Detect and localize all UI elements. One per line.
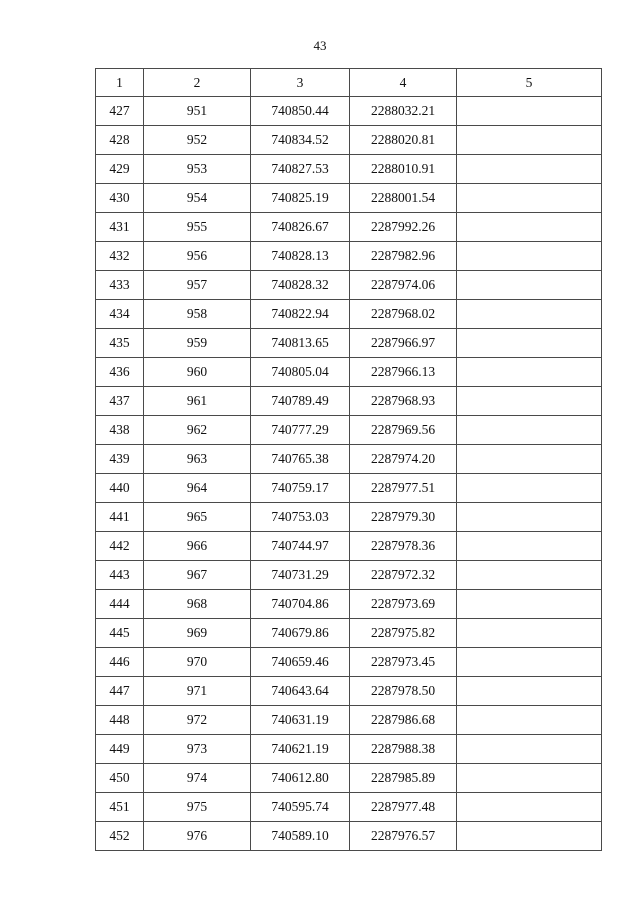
table-cell-col-5	[457, 677, 602, 706]
table-cell-col-5	[457, 735, 602, 764]
table-cell-col-3: 740731.29	[251, 561, 350, 590]
table-cell-col-4: 2288032.21	[350, 97, 457, 126]
table-row	[96, 706, 602, 735]
table-cell-col-1: 444	[96, 590, 144, 619]
table-cell-col-5	[457, 648, 602, 677]
column-header-3: 3	[251, 69, 350, 97]
column-header-2: 2	[144, 69, 251, 97]
table-row	[96, 793, 602, 822]
table-cell-col-2: 971	[144, 677, 251, 706]
table-cell-col-5	[457, 358, 602, 387]
table-cell-col-1: 442	[96, 532, 144, 561]
table-cell-col-2: 968	[144, 590, 251, 619]
table-cell-col-1: 432	[96, 242, 144, 271]
table-cell-col-2: 956	[144, 242, 251, 271]
table-cell-col-5	[457, 532, 602, 561]
table-cell-col-1: 451	[96, 793, 144, 822]
table-row	[96, 503, 602, 532]
table-cell-col-5	[457, 474, 602, 503]
table-cell-col-2: 970	[144, 648, 251, 677]
table-cell-col-2: 966	[144, 532, 251, 561]
table-cell-col-5	[457, 619, 602, 648]
table-row	[96, 445, 602, 474]
table-cell-col-1: 445	[96, 619, 144, 648]
table-cell-col-2: 962	[144, 416, 251, 445]
table-cell-col-1: 443	[96, 561, 144, 590]
table-cell-col-2: 951	[144, 97, 251, 126]
table-cell-col-4: 2287968.93	[350, 387, 457, 416]
table-row	[96, 184, 602, 213]
table-cell-col-1: 449	[96, 735, 144, 764]
table-cell-col-2: 967	[144, 561, 251, 590]
table-cell-col-2: 958	[144, 300, 251, 329]
table-cell-col-2: 969	[144, 619, 251, 648]
table-cell-col-4: 2287985.89	[350, 764, 457, 793]
table-cell-col-2: 976	[144, 822, 251, 851]
table-cell-col-2: 975	[144, 793, 251, 822]
table-cell-col-5	[457, 213, 602, 242]
table-row	[96, 271, 602, 300]
table-cell-col-1: 438	[96, 416, 144, 445]
table-row	[96, 735, 602, 764]
table-cell-col-5	[457, 300, 602, 329]
table-cell-col-5	[457, 445, 602, 474]
table-row	[96, 677, 602, 706]
table-row	[96, 822, 602, 851]
table-cell-col-5	[457, 764, 602, 793]
table-cell-col-4: 2287992.26	[350, 213, 457, 242]
table-row	[96, 561, 602, 590]
table-cell-col-1: 433	[96, 271, 144, 300]
column-header-5: 5	[457, 69, 602, 97]
table-cell-col-4: 2288001.54	[350, 184, 457, 213]
table-cell-col-3: 740679.86	[251, 619, 350, 648]
table-cell-col-5	[457, 387, 602, 416]
table-cell-col-5	[457, 590, 602, 619]
table-cell-col-5	[457, 155, 602, 184]
table-cell-col-1: 436	[96, 358, 144, 387]
table-cell-col-4: 2287978.50	[350, 677, 457, 706]
table-row	[96, 619, 602, 648]
table-cell-col-4: 2287974.20	[350, 445, 457, 474]
table-row	[96, 358, 602, 387]
table-row	[96, 532, 602, 561]
table-cell-col-3: 740753.03	[251, 503, 350, 532]
table-cell-col-1: 452	[96, 822, 144, 851]
table-cell-col-1: 446	[96, 648, 144, 677]
table-cell-col-3: 740850.44	[251, 97, 350, 126]
table-cell-col-3: 740612.80	[251, 764, 350, 793]
table-row	[96, 387, 602, 416]
table-cell-col-3: 740828.13	[251, 242, 350, 271]
table-cell-col-5	[457, 822, 602, 851]
table-cell-col-4: 2287974.06	[350, 271, 457, 300]
table-cell-col-1: 439	[96, 445, 144, 474]
table-cell-col-3: 740759.17	[251, 474, 350, 503]
table-cell-col-5	[457, 184, 602, 213]
table-cell-col-4: 2287966.97	[350, 329, 457, 358]
table-cell-col-1: 434	[96, 300, 144, 329]
table-cell-col-1: 441	[96, 503, 144, 532]
table-cell-col-2: 964	[144, 474, 251, 503]
table-cell-col-2: 973	[144, 735, 251, 764]
table-cell-col-3: 740789.49	[251, 387, 350, 416]
table-cell-col-3: 740777.29	[251, 416, 350, 445]
table-cell-col-1: 428	[96, 126, 144, 155]
table-cell-col-1: 447	[96, 677, 144, 706]
table-cell-col-5	[457, 793, 602, 822]
table-row	[96, 648, 602, 677]
table-cell-col-5	[457, 561, 602, 590]
table-cell-col-2: 953	[144, 155, 251, 184]
table-cell-col-4: 2288020.81	[350, 126, 457, 155]
table-cell-col-5	[457, 97, 602, 126]
table-cell-col-5	[457, 242, 602, 271]
table-cell-col-4: 2287973.45	[350, 648, 457, 677]
table-row	[96, 300, 602, 329]
coordinates-table	[95, 68, 602, 851]
table-cell-col-4: 2287979.30	[350, 503, 457, 532]
table-cell-col-4: 2287975.82	[350, 619, 457, 648]
table-cell-col-3: 740704.86	[251, 590, 350, 619]
table-row	[96, 590, 602, 619]
table-cell-col-3: 740643.64	[251, 677, 350, 706]
table-cell-col-4: 2287986.68	[350, 706, 457, 735]
table-cell-col-1: 431	[96, 213, 144, 242]
table-cell-col-2: 965	[144, 503, 251, 532]
table-cell-col-3: 740813.65	[251, 329, 350, 358]
table-cell-col-5	[457, 271, 602, 300]
table-cell-col-3: 740621.19	[251, 735, 350, 764]
table-row	[96, 97, 602, 126]
table-cell-col-3: 740659.46	[251, 648, 350, 677]
table-cell-col-4: 2287968.02	[350, 300, 457, 329]
table-cell-col-5	[457, 126, 602, 155]
table-cell-col-2: 957	[144, 271, 251, 300]
table-cell-col-1: 430	[96, 184, 144, 213]
table-body	[96, 97, 602, 851]
table-cell-col-3: 740805.04	[251, 358, 350, 387]
table-cell-col-1: 437	[96, 387, 144, 416]
table-cell-col-5	[457, 329, 602, 358]
table-cell-col-4: 2287988.38	[350, 735, 457, 764]
table-row	[96, 474, 602, 503]
table-cell-col-3: 740595.74	[251, 793, 350, 822]
table-cell-col-3: 740827.53	[251, 155, 350, 184]
column-header-1: 1	[96, 69, 144, 97]
table-cell-col-2: 955	[144, 213, 251, 242]
table-cell-col-3: 740826.67	[251, 213, 350, 242]
table-row	[96, 329, 602, 358]
table-cell-col-1: 448	[96, 706, 144, 735]
table-cell-col-2: 960	[144, 358, 251, 387]
table-cell-col-4: 2288010.91	[350, 155, 457, 184]
table-cell-col-1: 440	[96, 474, 144, 503]
table-row	[96, 213, 602, 242]
table-cell-col-2: 954	[144, 184, 251, 213]
table-row	[96, 155, 602, 184]
table-cell-col-4: 2287969.56	[350, 416, 457, 445]
table-cell-col-2: 974	[144, 764, 251, 793]
table-cell-col-3: 740631.19	[251, 706, 350, 735]
table-row	[96, 764, 602, 793]
table-cell-col-4: 2287982.96	[350, 242, 457, 271]
table-cell-col-3: 740834.52	[251, 126, 350, 155]
table-cell-col-4: 2287977.48	[350, 793, 457, 822]
table-cell-col-3: 740744.97	[251, 532, 350, 561]
table-cell-col-2: 952	[144, 126, 251, 155]
table-cell-col-3: 740825.19	[251, 184, 350, 213]
table-cell-col-5	[457, 706, 602, 735]
table-cell-col-3: 740765.38	[251, 445, 350, 474]
page-number: 43	[313, 38, 327, 53]
table-row	[96, 416, 602, 445]
header-row	[96, 69, 602, 97]
table-cell-col-1: 427	[96, 97, 144, 126]
table-cell-col-1: 429	[96, 155, 144, 184]
table-cell-col-4: 2287976.57	[350, 822, 457, 851]
table-cell-col-1: 435	[96, 329, 144, 358]
column-header-4: 4	[350, 69, 457, 97]
table-cell-col-2: 959	[144, 329, 251, 358]
table-cell-col-2: 972	[144, 706, 251, 735]
table-cell-col-1: 450	[96, 764, 144, 793]
table-cell-col-5	[457, 416, 602, 445]
table-cell-col-2: 963	[144, 445, 251, 474]
table-cell-col-3: 740589.10	[251, 822, 350, 851]
table-cell-col-4: 2287978.36	[350, 532, 457, 561]
table-row	[96, 242, 602, 271]
table-cell-col-4: 2287977.51	[350, 474, 457, 503]
table-cell-col-2: 961	[144, 387, 251, 416]
table-cell-col-3: 740822.94	[251, 300, 350, 329]
table-cell-col-3: 740828.32	[251, 271, 350, 300]
table-cell-col-4: 2287973.69	[350, 590, 457, 619]
table-cell-col-4: 2287966.13	[350, 358, 457, 387]
table-cell-col-5	[457, 503, 602, 532]
table-cell-col-4: 2287972.32	[350, 561, 457, 590]
table-row	[96, 126, 602, 155]
